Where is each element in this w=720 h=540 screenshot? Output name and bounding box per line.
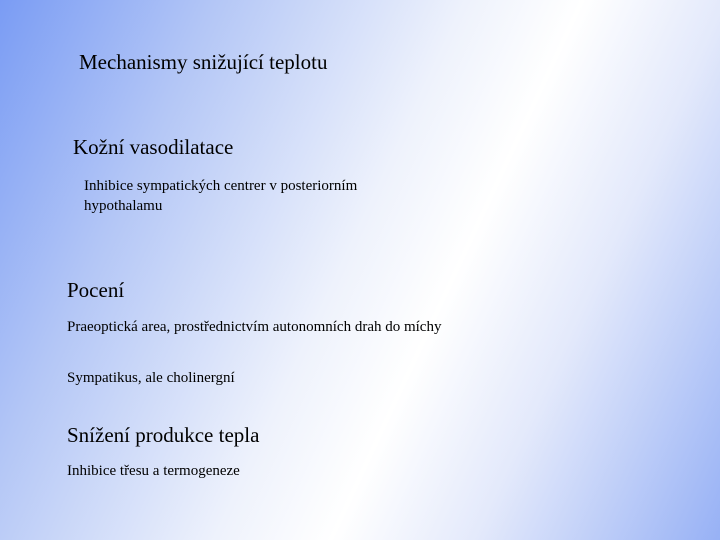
slide-title: Mechanismy snižující teplotu — [79, 50, 328, 74]
section-heading-heat-production: Snížení produkce tepla — [67, 423, 260, 447]
section-heading-sweating: Pocení — [67, 278, 125, 302]
section-detail: Praeoptická area, prostřednictvím autonomních drah do míchy — [67, 319, 442, 335]
section-heading-vasodilatation: Kožní vasodilatace — [73, 135, 234, 159]
section-detail: Inhibice sympatických centrer v posteriorním hypothalamu — [84, 178, 358, 214]
section-detail: Inhibice třesu a termogeneze — [67, 463, 240, 479]
section-detail: Sympatikus, ale cholinergní — [67, 370, 235, 386]
